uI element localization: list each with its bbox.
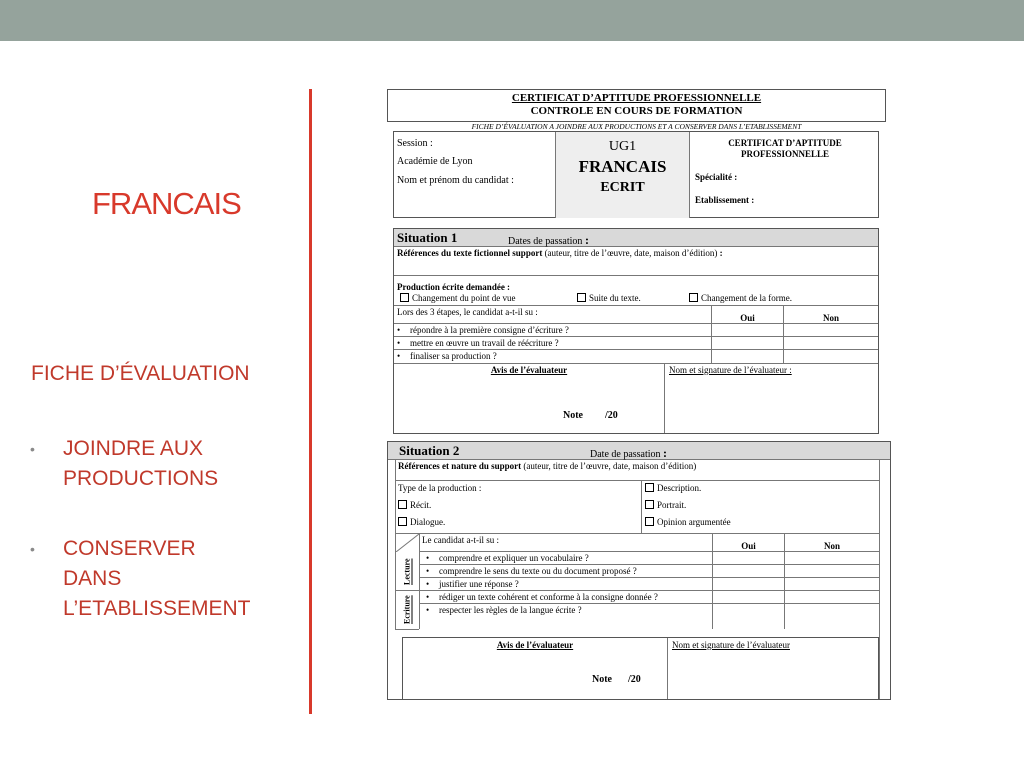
situation-2	[387, 441, 891, 700]
header-line1: CERTIFICAT D’APTITUDE PROFESSIONNELLE	[511, 92, 762, 104]
slide-bullets	[30, 434, 273, 664]
non-header: Non	[823, 541, 840, 551]
bullet-dot-icon: •	[30, 441, 35, 457]
ecriture-item: • rédiger un texte cohérent et conforme à la consigne donnée ?	[439, 592, 658, 602]
situation-1-avis: Avis de l’évaluateur	[490, 365, 568, 375]
form-header	[387, 89, 886, 122]
option-changement-forme[interactable]: Changement de la forme.	[689, 293, 792, 303]
situation-1-refs: Références du texte fictionnel support (auteur, titre de l’œuvre, date, maison d’édition) :	[397, 248, 723, 258]
option-point-de-vue[interactable]: Changement du point de vue	[400, 293, 515, 303]
situation-1-note: Note /20	[563, 410, 618, 421]
mode-label: ECRIT	[600, 180, 645, 195]
oui-header: Oui	[740, 313, 755, 323]
lecture-item: • comprendre et expliquer un vocabulaire ?	[439, 553, 589, 563]
checkbox-icon	[645, 483, 654, 492]
situation-1-item: • finaliser sa production ?	[410, 351, 497, 361]
checkbox-icon	[398, 500, 407, 509]
candidate-name-label: Nom et prénom du candidat :	[397, 175, 514, 186]
option-opinion[interactable]: Opinion argumentée	[645, 517, 731, 527]
type-production-label: Type de la production :	[398, 483, 482, 493]
checkbox-icon	[689, 293, 698, 302]
cap-line1: CERTIFICAT D’APTITUDE	[728, 138, 842, 148]
slide-title: FRANCAIS	[92, 186, 241, 221]
situation-1-dates: Dates de passation :	[508, 233, 589, 247]
bullet-item: • JOINDRE AUX PRODUCTIONS	[30, 434, 273, 494]
checkbox-icon	[645, 500, 654, 509]
situation-1-item: • mettre en œuvre un travail de réécriture ?	[410, 338, 559, 348]
situation-2-title: Situation 2	[399, 443, 460, 458]
candidate-info	[393, 131, 879, 218]
lecture-item: • comprendre le sens du texte ou du document proposé ?	[439, 566, 637, 576]
non-header: Non	[822, 313, 839, 323]
situation-2-avis: Avis de l’évaluateur	[496, 640, 574, 650]
situation-2-evaluation	[402, 637, 879, 700]
option-recit[interactable]: Récit.	[398, 500, 431, 510]
diagonal-corner-icon	[396, 534, 419, 552]
session-label: Session :	[397, 138, 433, 149]
situation-1-signature: Nom et signature de l’évaluateur :	[669, 365, 792, 375]
specialite-label: Spécialité :	[695, 172, 738, 182]
situation-1-question: Lors des 3 étapes, le candidat a-t-il su :	[397, 307, 538, 317]
option-description[interactable]: Description.	[645, 483, 701, 493]
slide-subtitle: FICHE D’ÉVALUATION	[31, 362, 250, 385]
ug-label: UG1	[608, 139, 637, 154]
bullet-item: • CONSERVER DANS L’ETABLISSEMENT	[30, 534, 273, 624]
academie-label: Académie de Lyon	[397, 156, 473, 167]
header-note: FICHE D’ÉVALUATION A JOINDRE AUX PRODUCTIONS ET A CONSERVER DANS L’ETABLISSEMENT	[471, 122, 802, 131]
situation-1-item: • répondre à la première consigne d’écriture ?	[410, 325, 569, 335]
ecriture-label: Ecriture	[402, 595, 412, 625]
checkbox-icon	[398, 517, 407, 526]
checkbox-icon	[577, 293, 586, 302]
cap-line2: PROFESSIONNELLE	[740, 149, 830, 159]
option-dialogue[interactable]: Dialogue.	[398, 517, 445, 527]
vertical-divider	[309, 89, 312, 714]
top-banner	[0, 0, 1024, 41]
situation-2-signature: Nom et signature de l’évaluateur	[672, 640, 790, 650]
subject-label: FRANCAIS	[578, 157, 667, 176]
situation-1-title: Situation 1	[397, 230, 458, 245]
situation-2-dates: Date de passation :	[590, 446, 668, 460]
situation-2-question: Le candidat a-t-il su :	[422, 535, 499, 545]
lecture-item: • justifier une réponse ?	[439, 579, 519, 589]
checkbox-icon	[645, 517, 654, 526]
checkbox-icon	[400, 293, 409, 302]
option-portrait[interactable]: Portrait.	[645, 500, 686, 510]
lecture-label: Lecture	[402, 558, 412, 586]
production-label: Production écrite demandée :	[397, 282, 511, 292]
oui-header: Oui	[741, 541, 756, 551]
situation-2-refs: Références et nature du support (auteur, titre de l’œuvre, date, maison d’édition)	[398, 461, 697, 471]
situation-2-note: Note /20	[592, 674, 641, 685]
etablissement-label: Etablissement :	[695, 195, 755, 205]
bullet-dot-icon: •	[30, 541, 35, 557]
option-suite-texte[interactable]: Suite du texte.	[577, 293, 641, 303]
situation-1	[393, 228, 879, 434]
header-line2: CONTROLE EN COURS DE FORMATION	[530, 105, 743, 117]
ecriture-item: • respecter les règles de la langue écrite ?	[439, 605, 582, 615]
